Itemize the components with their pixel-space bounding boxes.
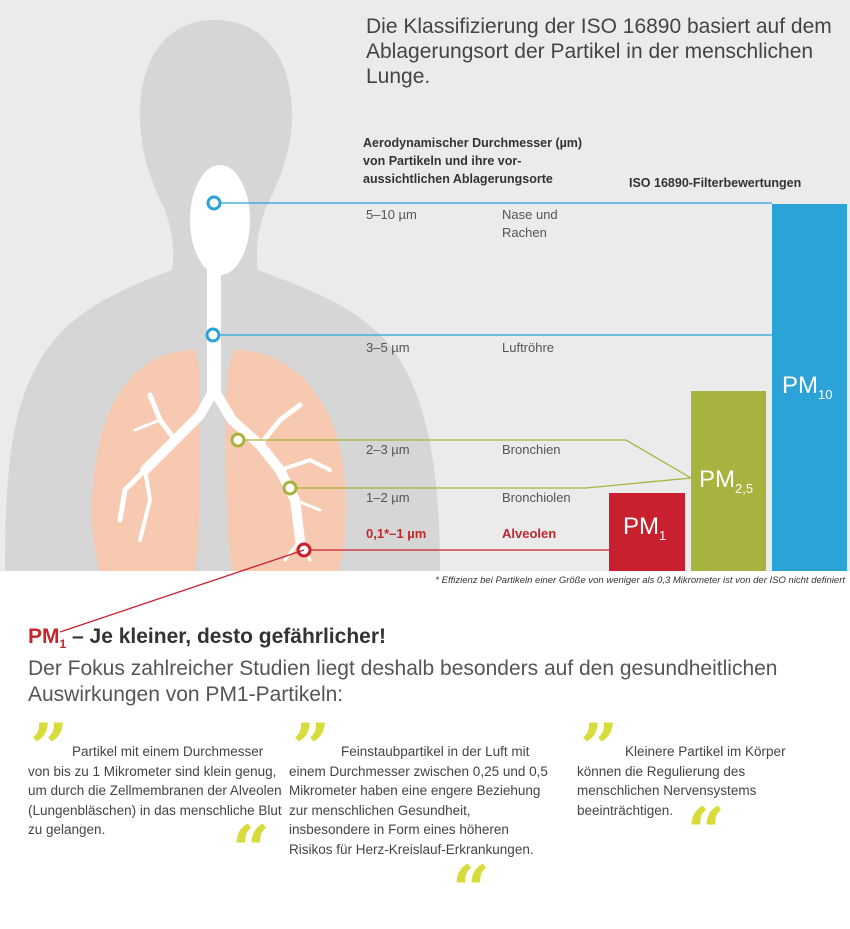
- lead-text: Der Fokus zahlreicher Studien liegt deshalb besonders auf den gesundheitlichen Auswirkungen von PM1-Partikeln:: [28, 657, 778, 706]
- size-5-10: 5–10 µm: [366, 207, 417, 222]
- pm1-label: $PM_1$: [623, 513, 667, 543]
- diameter-header: Aerodynamischer Durchmesser (µm) von Partikeln und ihre vor-aussichtlichen Ablagerungsorte: [363, 136, 583, 186]
- quote-2: Feinstaubpartikel in der Luft mit einem Durchmesser zwischen 0,25 und 0,5 Mikrometer haben eine engere Beziehung zur menschlichen Gesundheit, insbesondere in Form eines höheren Risikos für Herz-Kreislauf-Erkrankungen.: [289, 744, 548, 857]
- size-1-2: 1–2 µm: [366, 490, 410, 505]
- place-alveoli: Alveolen: [502, 526, 557, 541]
- footnote: * Effizienz bei Partikeln einer Größe von weniger als 0,3 Mikrometer ist von der ISO nicht definiert: [435, 575, 845, 586]
- size-2-3: 2–3 µm: [366, 442, 410, 457]
- section-title-pm: PM: [28, 625, 60, 648]
- close-quote-icon: “: [232, 811, 270, 889]
- section-title-text: – Je kleiner, desto gefährlicher!: [66, 625, 386, 648]
- iso-ratings-header: ISO 16890-Filterbewertungen: [629, 176, 802, 190]
- open-quote-icon: ”: [580, 709, 618, 787]
- place-trachea: Luftröhre: [502, 340, 555, 355]
- pm10-label: $PM_{10}$: [782, 372, 833, 402]
- close-quote-icon: “: [452, 851, 490, 929]
- size-3-5: 3–5 µm: [366, 340, 410, 355]
- close-quote-icon: “: [687, 793, 725, 871]
- section-title: [28, 625, 386, 651]
- pm25-label: $PM_{2,5}$: [699, 466, 754, 496]
- quote-3: Kleinere Partikel im Körper können die Regulierung des menschlichen Nervensystems beeinträchtigen.: [577, 744, 786, 818]
- place-bronchi: Bronchien: [502, 442, 561, 457]
- size-0-1-1: 0,1*–1 µm: [366, 526, 427, 541]
- open-quote-icon: ”: [30, 709, 68, 787]
- section-title-sub: 1: [59, 637, 67, 651]
- quote-1: Partikel mit einem Durchmesser von bis zu 1 Mikrometer sind klein genug, um durch die Zellmembranen der Alveolen (Lungenbläschen) in das menschliche Blut zu gelangen.: [28, 744, 282, 837]
- place-nose-throat: Nase und Rachen: [502, 207, 558, 240]
- place-bronchioles: Bronchiolen: [502, 490, 571, 505]
- open-quote-icon: ”: [292, 709, 330, 787]
- intro-text: Die Klassifizierung der ISO 16890 basiert auf dem Ablagerungsort der Partikel in der menschlichen Lunge.: [366, 15, 832, 88]
